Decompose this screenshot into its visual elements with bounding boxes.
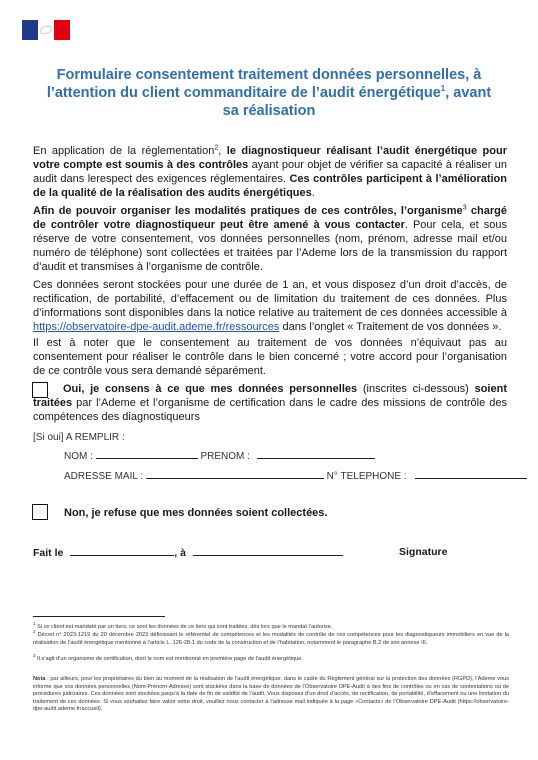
- footnote-3: $^3$ Il s’agit d’un organisme de certification, dont le nom est mentionné en première page de l’audit énergétique.: [33, 653, 303, 662]
- signature-row: [33, 546, 343, 559]
- signature-label: Signature: [399, 546, 448, 558]
- name-row: [64, 449, 375, 462]
- paragraph-regulation: En application de la réglementation$^2$, le diagnostiqueur réalisant l’audit énergétique pour votre compte est soumis à des contrôles ayant pour objet de vérifier sa capacité à réaliser un audit dans lerespect des exigences réglementaires. Ces contrôles participent à l’amélioration de la qualité de la réalisation des audits énergétiques.: [33, 144, 507, 199]
- lieu-label: , à: [174, 547, 186, 559]
- date-field[interactable]: [70, 546, 174, 556]
- paragraph-storage: Ces données seront stockées pour une durée de 1 an, et vous disposez d’un droit d’accès, de rectification, de portabilité, d’effacement ou de limitation du traitement de ces données. Plus d’informations sont disponibles dans la notice relative au traitement de ces données accessible à https://observatoire-dpe-audit.ademe.fr/ressources dans l’onglet « Traitement de vos données ».: [33, 279, 507, 333]
- title-text-end: , avant sa réalisation: [222, 85, 492, 119]
- nota-paragraph: Nota : par ailleurs, pour les propriétaires du bien au moment de la réalisation de l’audit énergétique, dans le cadre du Règlement général sur la protection des données (RGPD), l’Ademe vous informe que vos données personnelles (Nom-Prénom-Adresse) sont stockées dans la base de données de l’Observatoire DPE-Audit à des fins de contrôles ou en cas de contestations ou de procédures judiciaires. Ces données sont stockées jusqu’à la date de fin de validité de l’audit. Vous disposez d’un droit d’accès, de rectification, de portabilité, d’effacement ou une limitation du traitement de ces données. Si vous souhaitez faire valoir votre droit, veuillez nous contacter à l’adresse mail indiquée à la page «Contacts» de l’Observatoire DPE-Audit (https://observatoire-dpe-audit.ademe.fr/accueil).: [33, 676, 509, 713]
- nom-label: NOM :: [64, 451, 93, 462]
- nom-field[interactable]: [96, 449, 198, 459]
- place-field[interactable]: [193, 546, 343, 556]
- consent-no-checkbox[interactable]: [32, 504, 48, 520]
- footnote-2: $^2$ Décret n° 2023-1219 du 20 décembre 2023 définissant le référentiel de compétences et les modalités de contrôle de ces compétences pour les diagnostiqueurs immobiliers en vue de la réalisation de l’audit énergétique mentionné à l’article L. 126-28-1 du code de la construction et de l’habitation, notamment le paragraphe B.2 de son annexe III.: [33, 629, 509, 646]
- title-text: Formulaire consentement traitement données personnelles, à l’attention du client commanditaire de l’audit énergétique: [46, 67, 482, 101]
- footnote-ref-3: 3: [462, 204, 467, 212]
- paragraph-notice: Il est à noter que le consentement au traitement de vos données n’équivaut pas au consentement pour réaliser le contrôle dans le bien concerné ; votre accord pour l’organisation de ce contrôle vous sera demandé séparément.: [33, 337, 507, 377]
- tel-field[interactable]: [415, 469, 527, 479]
- french-republic-logo: [22, 20, 70, 40]
- prenom-field[interactable]: [257, 449, 375, 459]
- form-intro: [Si oui] A REMPLIR :: [33, 432, 125, 443]
- footnote-separator: [33, 616, 165, 617]
- resources-link[interactable]: https://observatoire-dpe-audit.ademe.fr/ressources: [33, 321, 280, 333]
- consent-yes-label: Oui, je consens à ce que mes données personnelles (inscrites ci-dessous) soient traitées par l’Ademe et l’organisme de certification dans le cadre des missions de contrôle des compétences des diagnostiqueurs: [33, 383, 507, 423]
- tel-label: N° TELEPHONE :: [326, 471, 407, 482]
- consent-no-label: Non, je refuse que mes données soient collectées.: [64, 507, 328, 519]
- flag-blue-band: [22, 20, 38, 40]
- paragraph-contact: Afin de pouvoir organiser les modalités pratiques de ces contrôles, l’organisme$^3$ chargé de contrôler votre diagnostiqueur peut être amené à vous contacter. Pour cela, et sous réserve de votre consentement, vos données personnelles (nom, prénom, adresse mail et/ou numéro de téléphone) sont collectées et traitées par l’Ademe lors de la transmission du rapport d’audit et transmises à l’organisme de contrôle.: [33, 204, 508, 273]
- mail-field[interactable]: [146, 469, 324, 479]
- footnote-1: $^1$ Si ce client est mandaté par un tiers, ce sont les données de ce tiers qui sont traitées, dès lors que le mandat l’autorise.: [33, 621, 333, 630]
- prenom-label: PRENOM :: [200, 451, 250, 462]
- page-title: [40, 66, 498, 120]
- mail-label: ADRESSE MAIL :: [64, 471, 144, 482]
- title-footnote-ref: 1: [440, 84, 446, 94]
- flag-red-band: [54, 20, 70, 40]
- fait-le-label: Fait le: [33, 547, 64, 559]
- contact-row: [64, 469, 527, 482]
- footnote-ref-2: 2: [214, 144, 219, 152]
